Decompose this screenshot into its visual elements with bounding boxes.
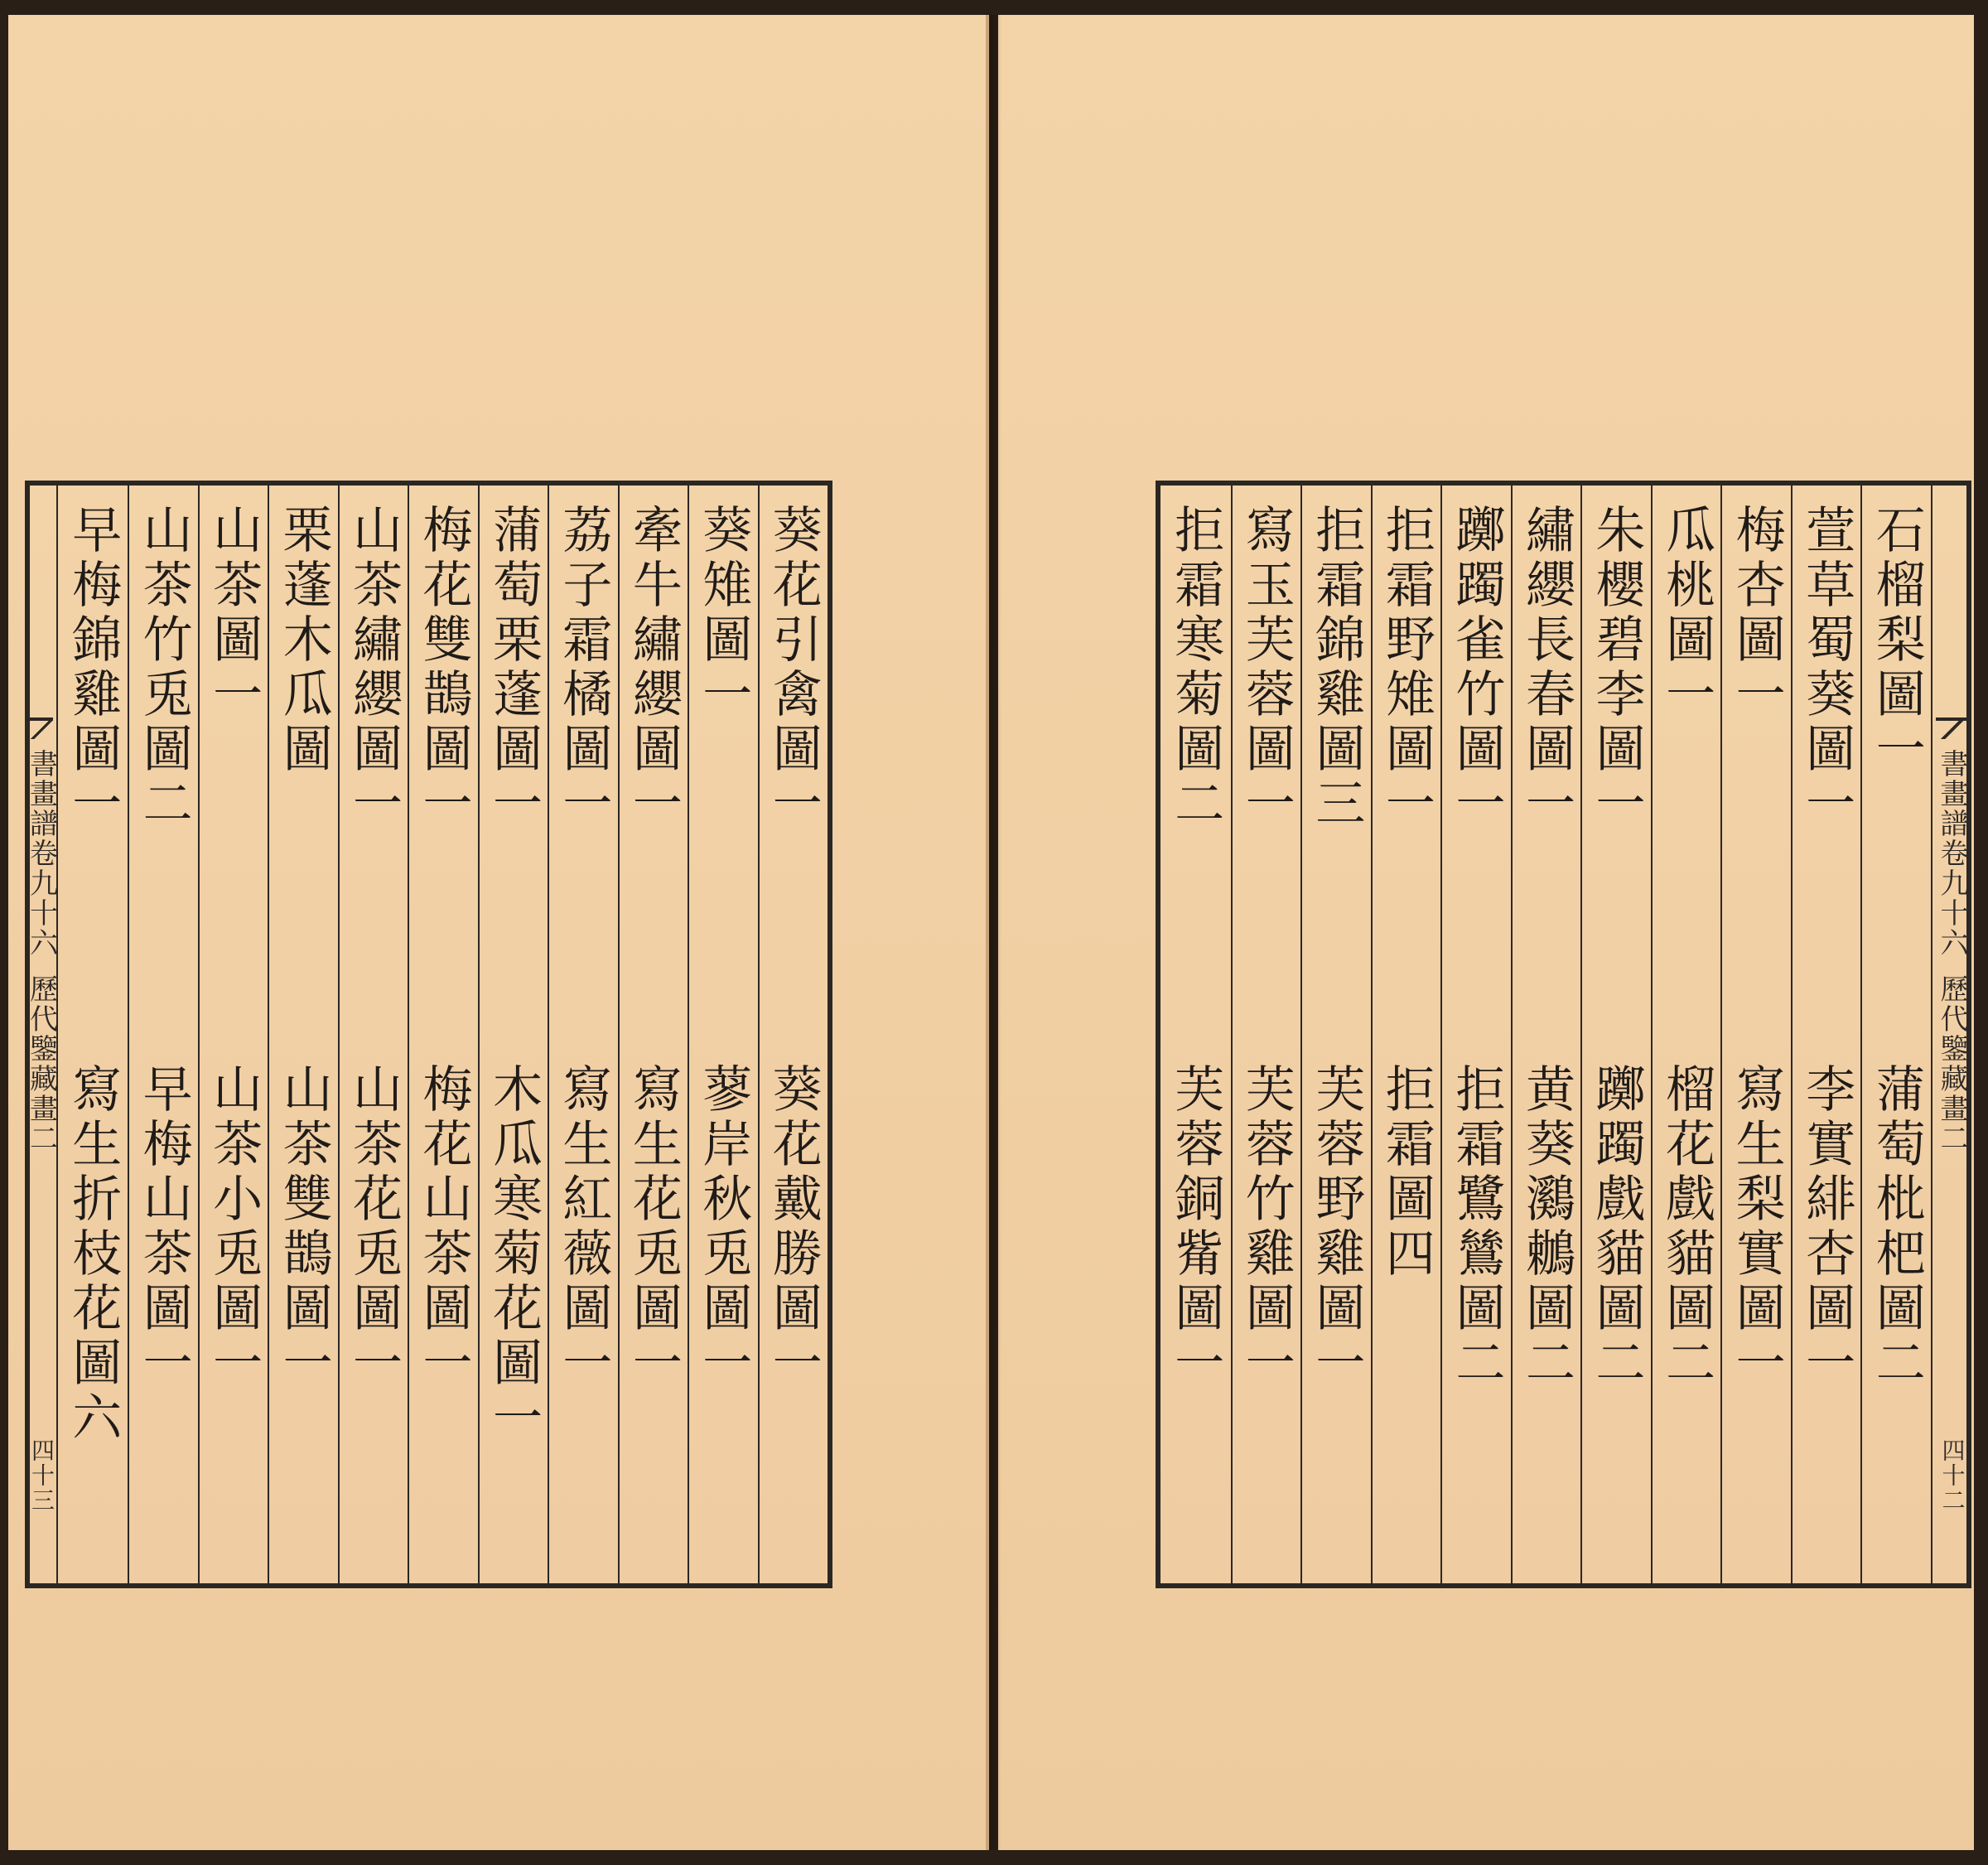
left-spine-section: 歷代鑒藏畫二 xyxy=(24,974,58,1153)
text-column xyxy=(548,486,617,1583)
catalog-entry-upper: 葵雉圖一 xyxy=(694,504,753,722)
gutter-shadow xyxy=(990,15,1001,1850)
text-column xyxy=(1371,486,1441,1583)
catalog-entry-upper: 山茶繡纓圖一 xyxy=(345,504,403,832)
left-columns xyxy=(58,486,828,1583)
catalog-entry-upper: 石榴梨圖一 xyxy=(1867,504,1926,777)
catalog-entry-lower: 山茶雙鵲圖一 xyxy=(274,1063,333,1391)
catalog-entry-lower: 芙蓉銅觜圖一 xyxy=(1166,1063,1225,1391)
right-spine-column xyxy=(1931,486,1971,1583)
text-column xyxy=(1511,486,1581,1583)
left-spine-title: 書畫譜卷九十六 xyxy=(24,749,58,958)
catalog-entry-upper: 拒霜錦雞圖三 xyxy=(1307,504,1366,832)
catalog-entry-lower: 寫生折枝花圖六 xyxy=(64,1063,123,1446)
catalog-entry-upper: 萱草蜀葵圖一 xyxy=(1797,504,1856,832)
catalog-entry-upper: 拒霜野雉圖一 xyxy=(1377,504,1436,832)
catalog-entry-upper: 梅花雙鵲圖一 xyxy=(414,504,473,832)
text-column xyxy=(618,486,688,1583)
text-column xyxy=(58,486,128,1583)
text-column xyxy=(478,486,548,1583)
catalog-entry-lower: 山茶花兎圖一 xyxy=(345,1063,403,1391)
catalog-entry-lower: 拒霜圖四 xyxy=(1377,1063,1436,1282)
left-spine-column xyxy=(24,486,58,1583)
catalog-entry-lower: 寫生紅薇圖一 xyxy=(554,1063,613,1391)
catalog-entry-upper: 早梅錦雞圖一 xyxy=(64,504,123,832)
fish-tail-mark xyxy=(1936,717,1968,746)
catalog-entry-upper: 朱櫻碧李圖一 xyxy=(1587,504,1646,832)
left-spine-page: 四十三 xyxy=(28,1438,55,1513)
catalog-entry-upper: 栗蓬木瓜圖 xyxy=(274,504,333,777)
catalog-entry-lower: 梅花山茶圖一 xyxy=(414,1063,473,1391)
right-text-frame xyxy=(1156,481,1971,1588)
catalog-entry-upper: 繡纓長春圖一 xyxy=(1517,504,1575,832)
catalog-entry-lower: 葵花戴勝圖一 xyxy=(764,1063,823,1391)
text-column xyxy=(688,486,757,1583)
catalog-entry-lower: 蒲萄枇杷圖二 xyxy=(1867,1063,1926,1391)
right-spine-page: 四十二 xyxy=(1938,1438,1966,1513)
catalog-entry-lower: 木瓜寒菊花圖一 xyxy=(484,1063,543,1446)
text-column xyxy=(1231,486,1301,1583)
text-column xyxy=(1580,486,1651,1583)
catalog-entry-upper: 牽牛繡纓圖一 xyxy=(624,504,683,832)
text-column xyxy=(1860,486,1931,1583)
catalog-entry-upper: 葵花引禽圖一 xyxy=(764,504,823,832)
catalog-entry-lower: 李實緋杏圖一 xyxy=(1797,1063,1856,1391)
catalog-entry-lower: 蓼岸秋兎圖一 xyxy=(694,1063,753,1391)
text-column xyxy=(338,486,408,1583)
text-column xyxy=(1791,486,1861,1583)
text-column xyxy=(758,486,828,1583)
text-column xyxy=(1651,486,1721,1583)
catalog-entry-upper: 寫玉芙蓉圖一 xyxy=(1237,504,1296,832)
catalog-entry-lower: 芙蓉竹雞圖一 xyxy=(1237,1063,1296,1391)
catalog-entry-lower: 寫生花兎圖一 xyxy=(624,1063,683,1391)
catalog-entry-upper: 梅杏圖一 xyxy=(1727,504,1786,722)
text-column xyxy=(1160,486,1231,1583)
catalog-entry-lower: 拒霜鷺鷥圖二 xyxy=(1447,1063,1506,1391)
left-text-frame xyxy=(25,481,832,1588)
catalog-entry-lower: 寫生梨實圖一 xyxy=(1727,1063,1786,1391)
text-column xyxy=(1720,486,1791,1583)
catalog-entry-upper: 躑躅雀竹圖一 xyxy=(1447,504,1506,832)
catalog-entry-lower: 早梅山茶圖一 xyxy=(134,1063,193,1391)
catalog-entry-lower: 黄葵鸂鶒圖二 xyxy=(1517,1063,1575,1391)
catalog-entry-lower: 芙蓉野雞圖一 xyxy=(1307,1063,1366,1391)
catalog-entry-upper: 蒲萄栗蓬圖一 xyxy=(484,504,543,832)
book-gutter xyxy=(986,15,989,1850)
fish-tail-mark xyxy=(30,717,53,746)
text-column xyxy=(198,486,268,1583)
right-spine-title: 書畫譜卷九十六 xyxy=(1935,749,1968,958)
text-column xyxy=(408,486,477,1583)
catalog-entry-upper: 拒霜寒菊圖二 xyxy=(1166,504,1225,832)
right-spine-section: 歷代鑒藏畫二 xyxy=(1935,974,1968,1153)
right-columns xyxy=(1160,486,1931,1583)
text-column xyxy=(1300,486,1371,1583)
catalog-entry-lower: 躑躅戲貓圖二 xyxy=(1587,1063,1646,1391)
catalog-entry-upper: 山茶圖一 xyxy=(205,504,263,722)
catalog-entry-upper: 山茶竹兎圖二 xyxy=(134,504,193,832)
text-column xyxy=(268,486,337,1583)
text-column xyxy=(128,486,197,1583)
catalog-entry-lower: 榴花戲貓圖二 xyxy=(1657,1063,1716,1391)
text-column xyxy=(1440,486,1511,1583)
catalog-entry-upper: 瓜桃圖一 xyxy=(1657,504,1716,722)
catalog-entry-upper: 荔子霜橘圖一 xyxy=(554,504,613,832)
catalog-entry-lower: 山茶小兎圖一 xyxy=(205,1063,263,1391)
